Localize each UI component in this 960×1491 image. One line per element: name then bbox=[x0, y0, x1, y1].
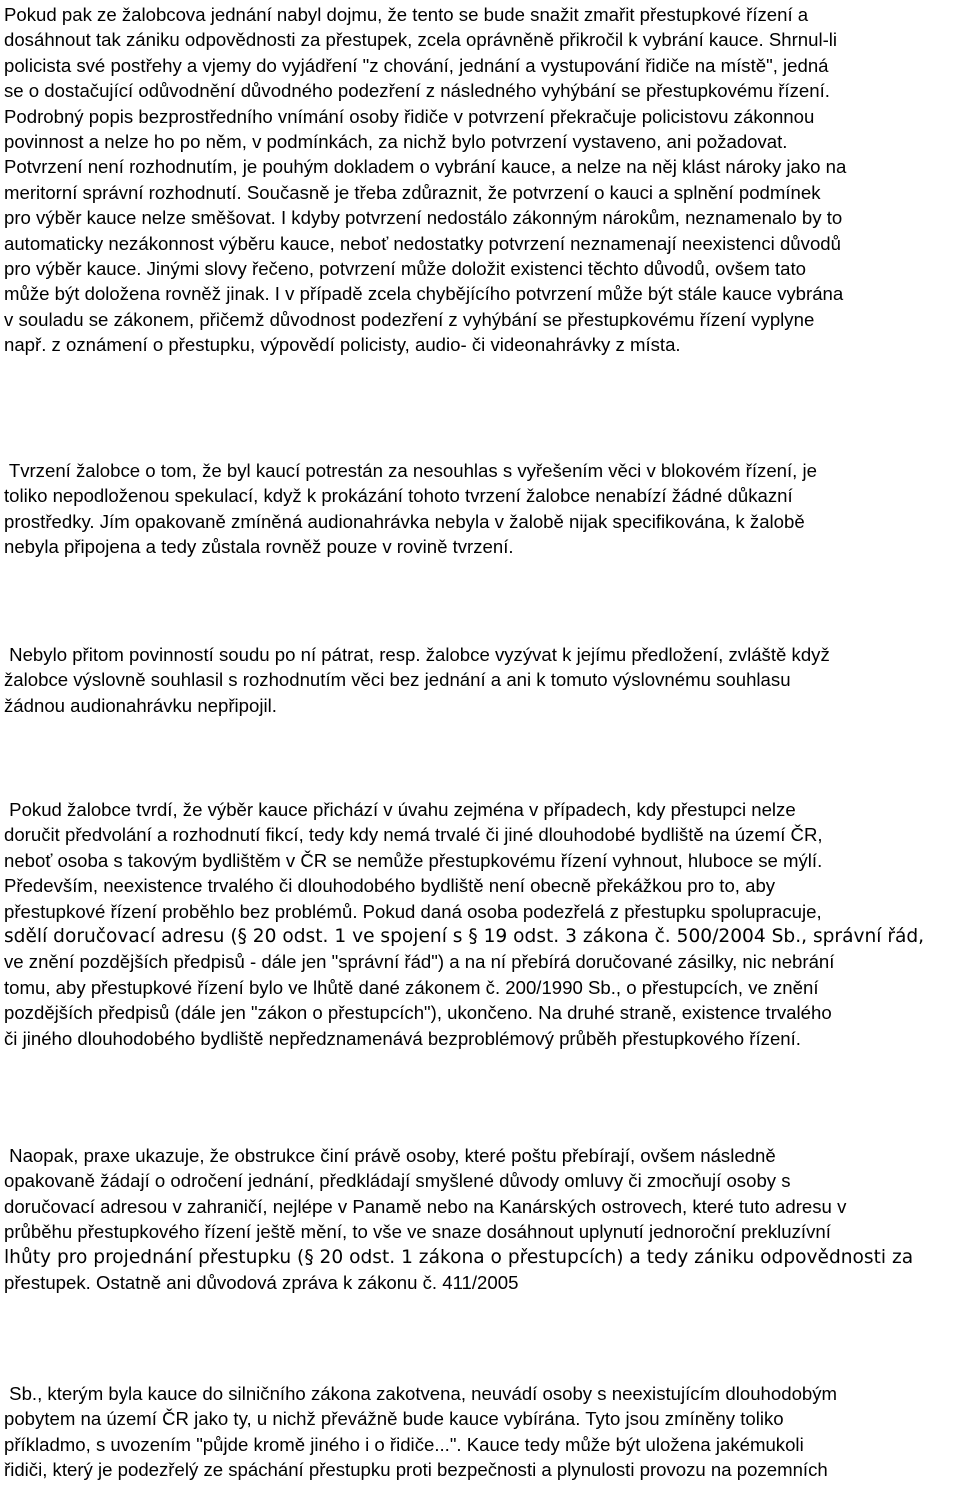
text-line: toliko nepodloženou spekulací, když k prokázání tohoto tvrzení žalobce nenabízí žádné důkazní bbox=[4, 485, 793, 507]
text-line: pro výběr kauce. Jinými slovy řečeno, potvrzení může doložit existenci těchto důvodů, ovšem tato bbox=[4, 258, 806, 280]
text-line: policista své postřehy a vjemy do vyjádření "z chování, jednání a vystupování řidiče na místě", jedná bbox=[4, 54, 829, 76]
text-line: automaticky nezákonnost výběru kauce, neboť nedostatky potvrzení neznamenají neexistenci důvodů bbox=[4, 232, 841, 254]
text-line: Především, neexistence trvalého či dlouhodobého bydliště není obecně překážkou pro to, aby bbox=[4, 875, 776, 897]
text-line: dosáhnout tak zániku odpovědnosti za přestupek, zcela oprávněně přikročil k vybrání kauce. Shrnul-li bbox=[4, 29, 838, 51]
text-line: Potvrzení není rozhodnutím, je pouhým dokladem o vybrání kauce, a nelze na něj klást nároky jako na bbox=[4, 156, 847, 178]
text-line: Tvrzení žalobce o tom, že byl kaucí potrestán za nesouhlas s vyřešením věci v blokovém řízení, je bbox=[4, 460, 817, 481]
paragraph-3 bbox=[4, 642, 957, 718]
text-line: žádnou audionahrávku nepřipojil. bbox=[4, 694, 277, 716]
text-line: meritorní správní rozhodnutí. Současně je třeba zdůraznit, že potvrzení o kauci a splnění podmínek bbox=[4, 181, 821, 203]
text-line: přestupkové řízení proběhlo bez problémů. Pokud daná osoba podezřelá z přestupku spolupracuje, bbox=[4, 900, 822, 922]
text-line: Pokud žalobce tvrdí, že výběr kauce přichází v úvahu zejména v případech, kdy přestupci nelze bbox=[4, 799, 796, 820]
text-line: např. z oznámení o přestupku, výpovědí policisty, audio- či videonahrávky z místa. bbox=[4, 334, 681, 356]
text-line: doručovací adresou v zahraničí, nejlépe v Panamě nebo na Kanárských ostrovech, které tuto adresu v bbox=[4, 1195, 847, 1217]
paragraph-2 bbox=[4, 458, 957, 560]
text-line: přestupek. Ostatně ani důvodová zpráva k zákonu č. 411/2005 bbox=[4, 1272, 519, 1294]
text-line: nebyla připojena a tedy zůstala rovněž pouze v rovině tvrzení. bbox=[4, 536, 514, 558]
text-line: povinnost a nelze ho po něm, v podmínkách, za nichž bylo potvrzení vystaveno, ani požadovat. bbox=[4, 131, 788, 153]
text-line: v souladu se zákonem, přičemž důvodnost podezření z vyhýbání se přestupkovému řízení vyplyne bbox=[4, 308, 815, 330]
text-line: může být doložena rovněž jinak. I v případě zcela chybějícího potvrzení může být stále kauce vybrána bbox=[4, 283, 844, 305]
paragraph-1 bbox=[4, 2, 957, 358]
text-line: pozdějších předpisů (dále jen "zákon o přestupcích"), ukončeno. Na druhé straně, existence trvalého bbox=[4, 1002, 832, 1024]
text-line: doručit předvolání a rozhodnutí fikcí, tedy kdy nemá trvalé či jiné dlouhodobé bydliště na území ČR, bbox=[4, 824, 823, 846]
text-line: Podrobný popis bezprostředního vnímání osoby řidiče v potvrzení překračuje policistovu zákonnou bbox=[4, 105, 815, 127]
paragraph-4 bbox=[4, 797, 957, 1051]
text-line: průběhu přestupkového řízení ještě mění, to vše ve snaze dosáhnout uplynutí jednoroční prekluzívní bbox=[4, 1221, 831, 1243]
text-line: pro výběr kauce nelze směšovat. I kdyby potvrzení nedostálo zákonným nárokům, neznamenalo by to bbox=[4, 207, 843, 229]
text-line: řidiči, který je podezřelý ze spáchání přestupku proti bezpečnosti a plynulosti provozu na pozemních bbox=[4, 1459, 828, 1481]
text-line: Pokud pak ze žalobcova jednání nabyl dojmu, že tento se bude snažit zmařit přestupkové řízení a bbox=[4, 4, 809, 25]
text-line: Naopak, praxe ukazuje, že obstrukce činí právě osoby, které poštu přebírají, ovšem následně bbox=[4, 1145, 776, 1166]
paragraph-6 bbox=[4, 1381, 957, 1483]
text-line: Nebylo přitom povinností soudu po ní pátrat, resp. žalobce vyzývat k jejímu předložení, zvláště když bbox=[4, 644, 830, 665]
text-line: ve znění pozdějších předpisů - dále jen "správní řád") a na ní přebírá doručované zásilky, nic nebrání bbox=[4, 951, 835, 973]
text-line: neboť osoba s takovým bydlištěm v ČR se nemůže přestupkovému řízení vyhnout, hluboce se mýlí. bbox=[4, 849, 823, 871]
text-line: tomu, aby přestupkové řízení bylo ve lhůtě dané zákonem č. 200/1990 Sb., o přestupcích, ve znění bbox=[4, 976, 819, 998]
text-line: či jiného dlouhodobého bydliště nepředznamenává bezproblémový průběh přestupkového řízení. bbox=[4, 1027, 801, 1049]
text-line: lhůty pro projednání přestupku (§ 20 odst. 1 zákona o přestupcích) a tedy zániku odpovědnosti za bbox=[4, 1246, 914, 1268]
text-line: opakovaně žádají o odročení jednání, předkládají smyšlené důvody omluvy či zmocňují osoby s bbox=[4, 1170, 791, 1192]
text-line: sdělí doručovací adresu (§ 20 odst. 1 ve spojení s § 19 odst. 3 zákona č. 500/2004 Sb., správní řád, bbox=[4, 926, 925, 948]
text-line: pobytem na území ČR jako ty, u nichž převážně bude kauce vybírána. Tyto jsou zmíněny toliko bbox=[4, 1408, 784, 1430]
text-line: žalobce výslovně souhlasil s rozhodnutím věci bez jednání a ani k tomuto výslovnému souhlasu bbox=[4, 669, 791, 691]
text-line: Sb., kterým byla kauce do silničního zákona zakotvena, neuvádí osoby s neexistujícím dlouhodobým bbox=[4, 1383, 838, 1404]
text-line: prostředky. Jím opakovaně zmíněná audionahrávka nebyla v žalobě nijak specifikována, k žalobě bbox=[4, 510, 805, 532]
text-line: příkladmo, s uvozením "půjde kromě jiného i o řidiče...". Kauce tedy může být uložena jakémukoli bbox=[4, 1433, 804, 1455]
text-line: se o dostačující odůvodnění důvodného podezření z následného vyhýbání se přestupkovému řízení. bbox=[4, 80, 830, 102]
paragraph-5 bbox=[4, 1143, 957, 1295]
